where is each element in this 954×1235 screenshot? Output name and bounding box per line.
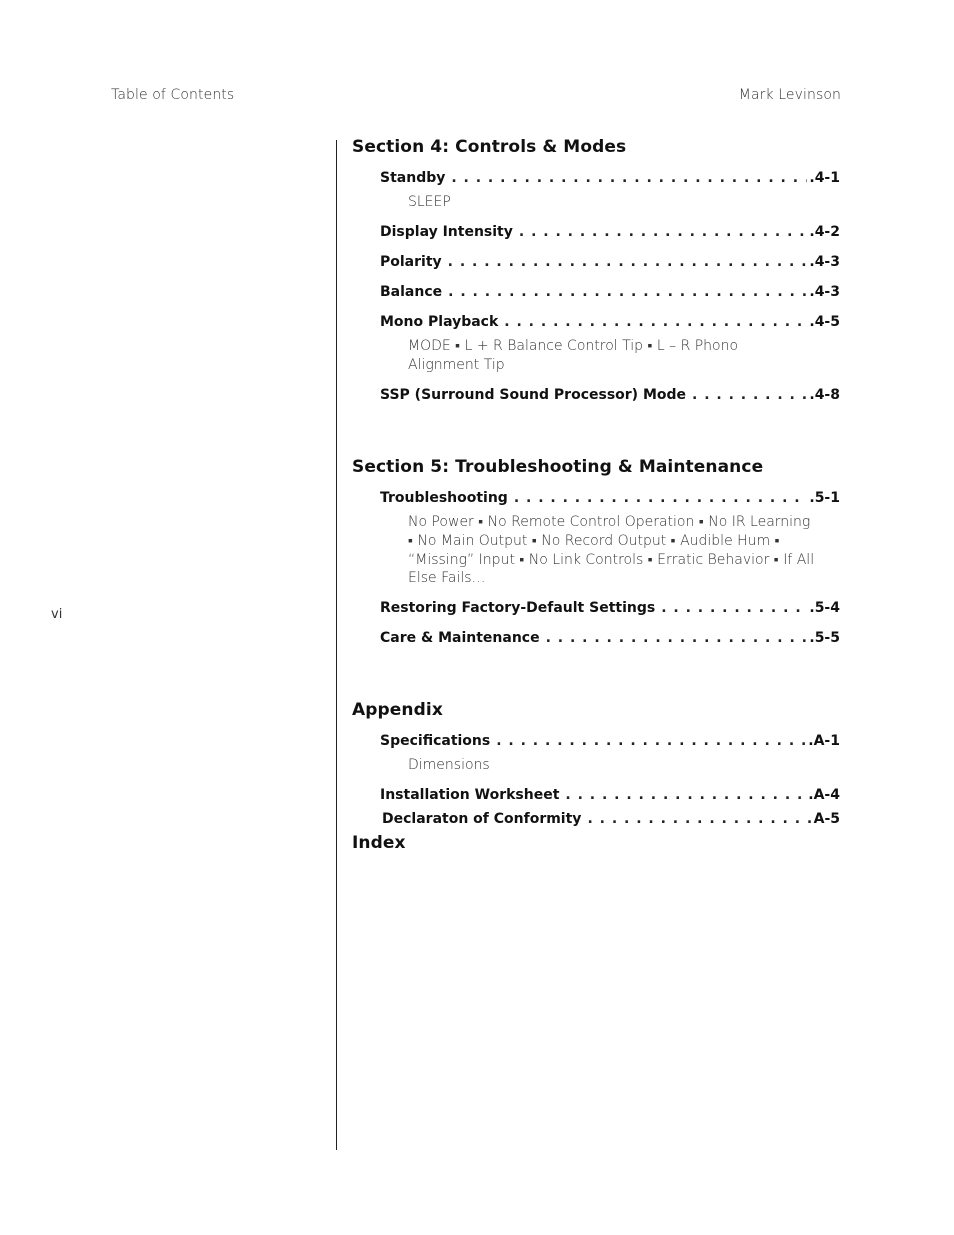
toc-entry-care-maintenance[interactable]	[380, 630, 840, 646]
dot-leader	[546, 630, 808, 646]
section-title: Section 4: Controls & Modes	[352, 137, 627, 157]
toc-entry-label: Installation Worksheet	[380, 787, 560, 803]
toc-entry-label: Standby	[380, 170, 446, 186]
dot-leader	[448, 254, 808, 270]
toc-entry-label: Polarity	[380, 254, 442, 270]
toc-entry-specifications[interactable]	[380, 733, 840, 749]
toc-entry-page: .4-1	[809, 170, 840, 186]
toc-entry-ssp-mode[interactable]	[380, 387, 840, 403]
toc-entry-troubleshooting[interactable]	[380, 490, 840, 506]
toc-entry-subtopics: MODE ▪ L + R Balance Control Tip ▪ L – R Phono Alignment Tip	[408, 338, 739, 373]
toc-entry-mono-playback[interactable]	[380, 314, 840, 330]
toc-entry-page: .5-1	[809, 490, 840, 506]
toc-entry-label: Mono Playback	[380, 314, 499, 330]
dot-leader	[587, 811, 811, 827]
toc-entry-label: SSP (Surround Sound Processor) Mode	[380, 387, 687, 403]
toc-entry-subtopics: SLEEP	[408, 194, 451, 210]
vertical-rule	[336, 140, 337, 1150]
toc-entry-label: Restoring Factory-Default Settings	[380, 600, 656, 616]
page-folio: vi	[51, 607, 63, 622]
dot-leader	[496, 733, 806, 749]
toc-entry-page: .A-1	[808, 733, 840, 749]
toc-entry-label: Declaraton of Conformity	[382, 811, 582, 827]
toc-entry-page: .4-3	[809, 254, 840, 270]
toc-entry-display-intensity[interactable]	[380, 224, 840, 240]
section-title-index[interactable]: Index	[352, 833, 406, 853]
dot-leader	[692, 387, 807, 403]
dot-leader	[448, 284, 807, 300]
dot-leader	[504, 314, 807, 330]
toc-entry-balance[interactable]	[380, 284, 840, 300]
dot-leader	[565, 787, 806, 803]
toc-entry-label: Troubleshooting	[380, 490, 508, 506]
toc-entry-page: .5-4	[809, 600, 840, 616]
toc-entry-declaration-of-conformity[interactable]	[382, 811, 840, 827]
toc-entry-page: .5-5	[809, 630, 840, 646]
dot-leader	[519, 224, 808, 240]
toc-entry-installation-worksheet[interactable]	[380, 787, 840, 803]
toc-entry-page: .4-8	[809, 387, 840, 403]
toc-entry-page: .4-2	[809, 224, 840, 240]
toc-entry-subtopics: No Power ▪ No Remote Control Operation ▪ No IR Learning ▪ No Main Output ▪ No Record Output ▪ Audible Hum ▪ “Missing” Input ▪ No Link Controls ▪ Erratic Behavior ▪ If All Else Fails…	[408, 514, 815, 587]
toc-entry-label: Specifications	[380, 733, 491, 749]
running-header-left: Table of Contents	[111, 87, 235, 103]
toc-entry-label: Display Intensity	[380, 224, 513, 240]
toc-entry-label: Care & Maintenance	[380, 630, 540, 646]
running-header-right: Mark Levinson	[738, 87, 841, 103]
section-title: Section 5: Troubleshooting & Maintenance	[352, 457, 764, 477]
dot-leader	[661, 600, 807, 616]
dot-leader	[451, 170, 807, 186]
toc-entry-standby[interactable]	[380, 170, 840, 186]
dot-leader	[514, 490, 808, 506]
toc-entry-page: A-5	[813, 811, 840, 827]
toc-entry-page: .A-4	[808, 787, 840, 803]
toc-entry-polarity[interactable]	[380, 254, 840, 270]
toc-entry-subtopics: Dimensions	[408, 757, 490, 773]
toc-entry-page: .4-5	[809, 314, 840, 330]
section-title: Appendix	[352, 700, 443, 720]
toc-entry-restoring-factory-defaults[interactable]	[380, 600, 840, 616]
toc-entry-page: .4-3	[809, 284, 840, 300]
toc-entry-label: Balance	[380, 284, 443, 300]
